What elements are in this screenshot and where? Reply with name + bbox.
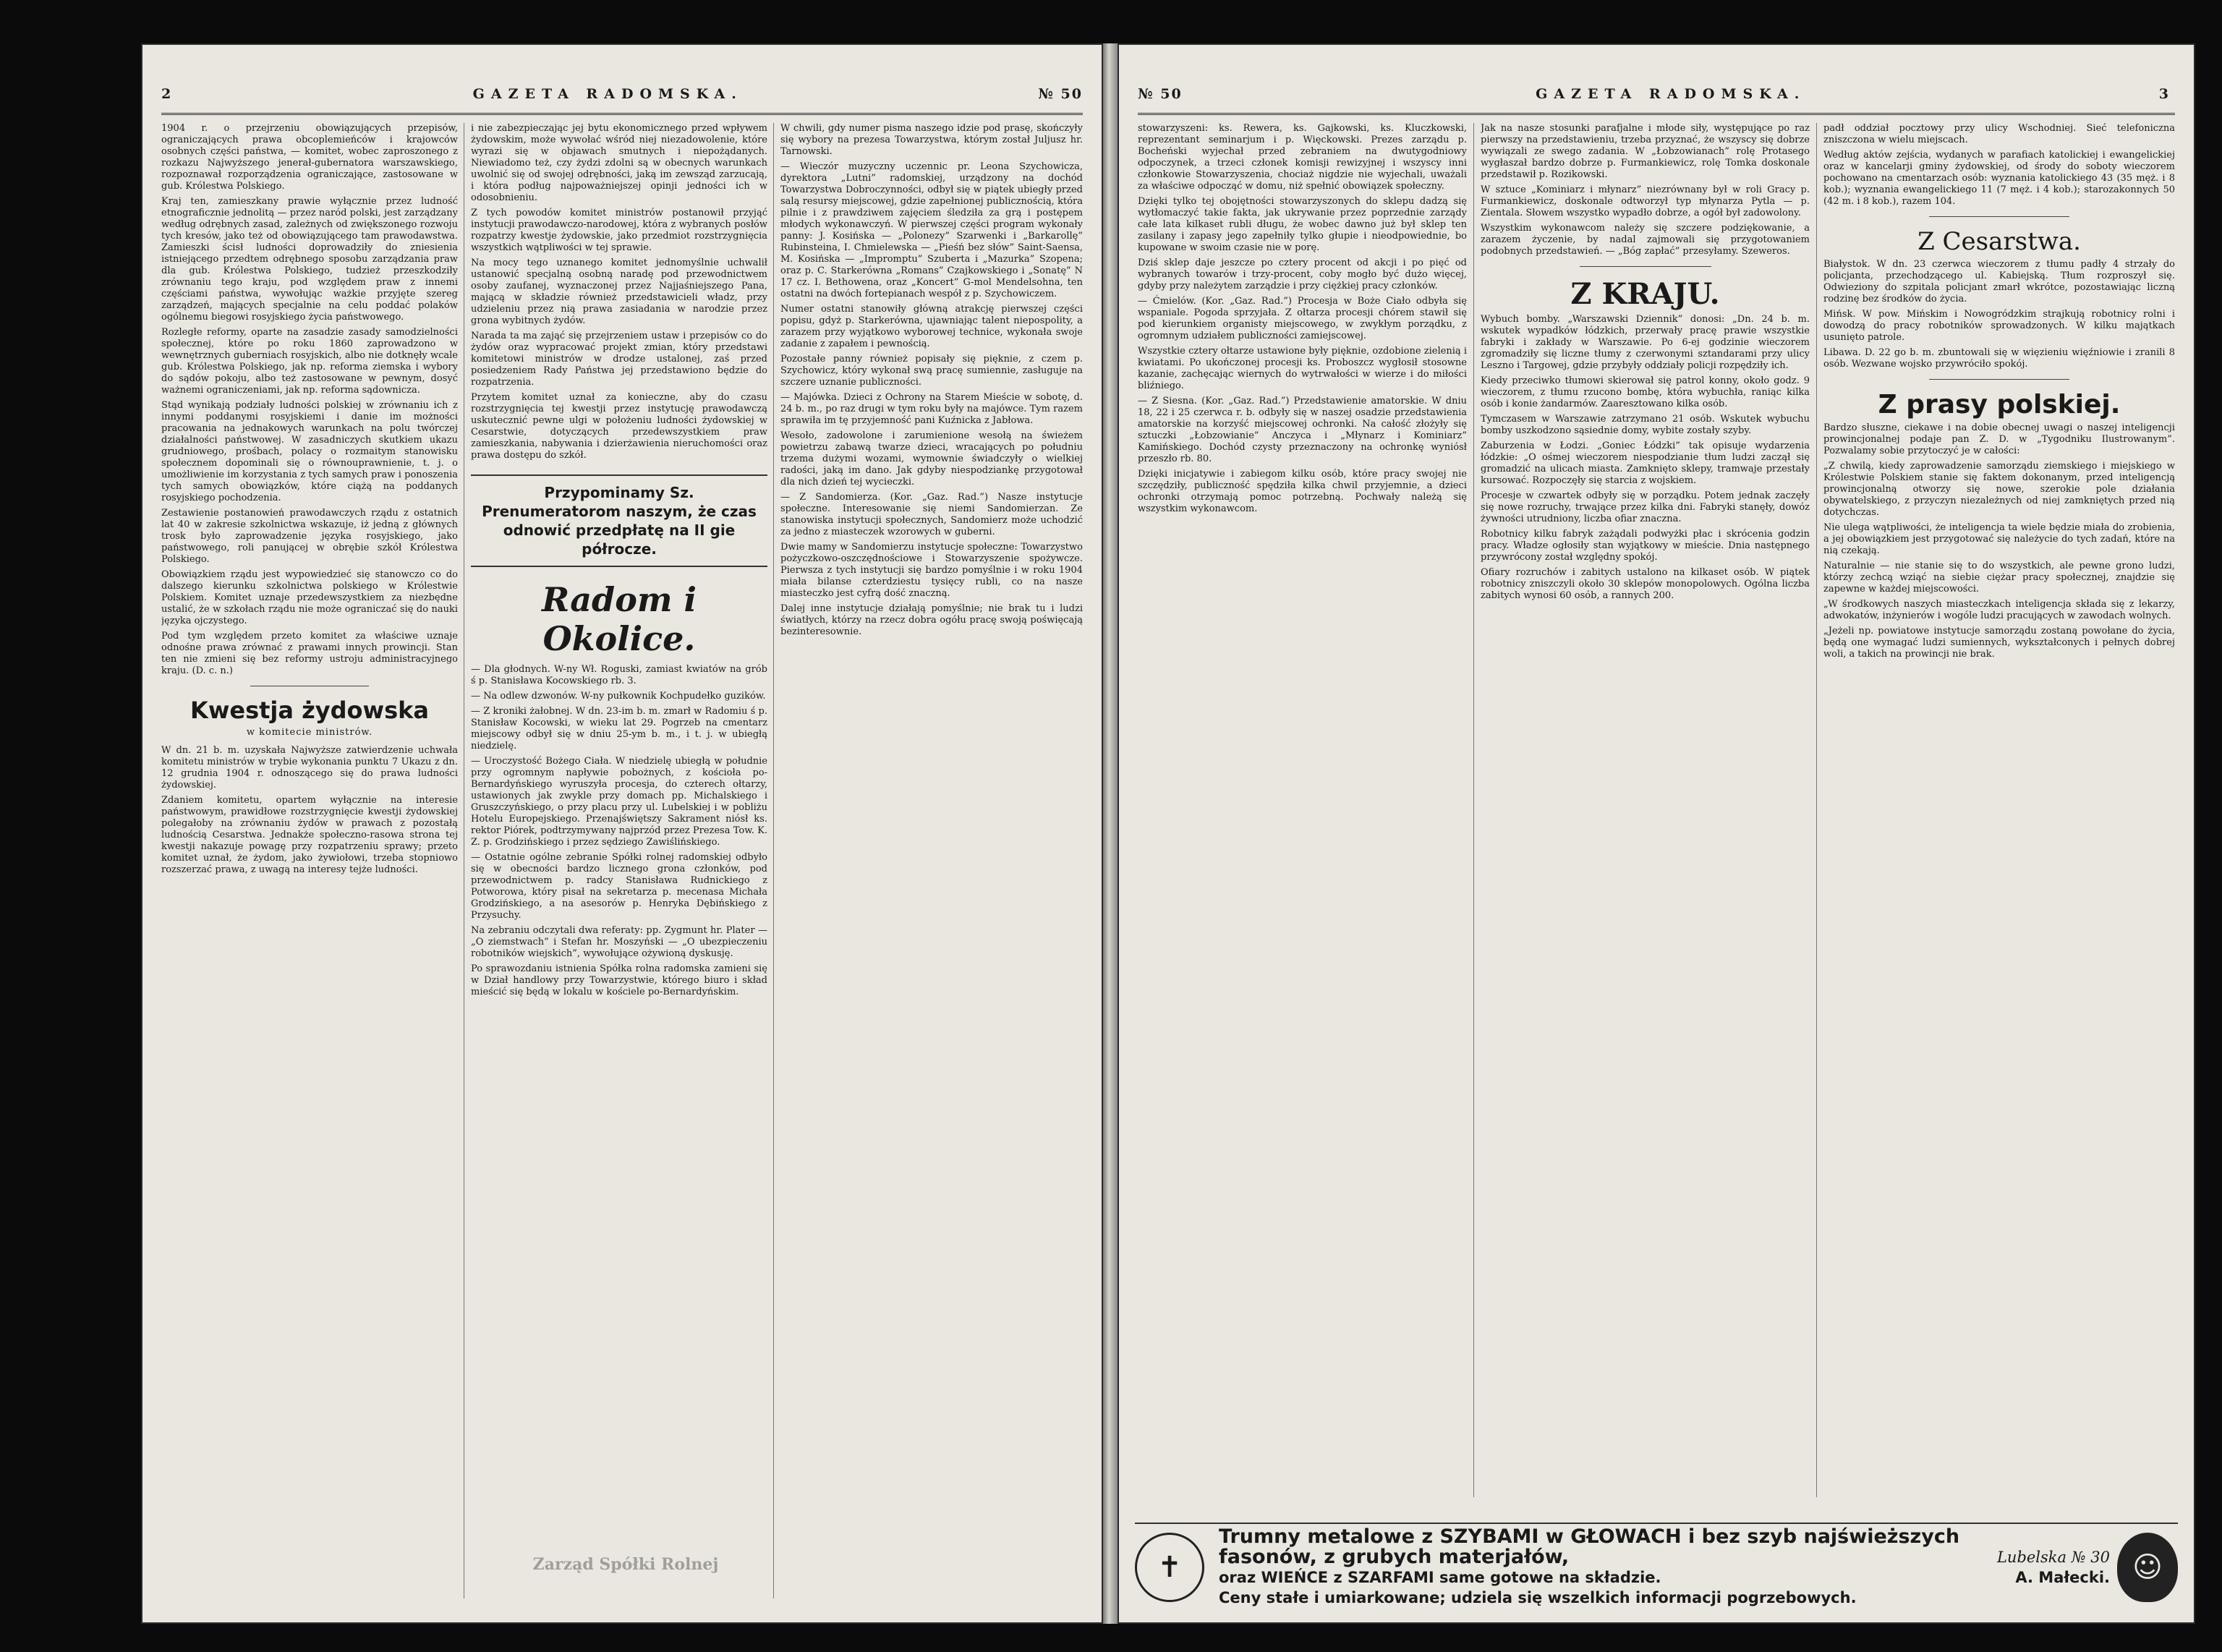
left-column-2 [471,123,767,1606]
news-item: — Z kroniki żałobnej. W dn. 23-im b. m. zmarł w Radomiu ś p. Stanisław Kocowski, w wieku lat 29. Pogrzeb na cmentarz miejscowy odbył się w dniu 25-ym b. m., i t. j. w ubiegłą niedzielę. [471,706,767,752]
news-item: Procesje w czwartek odbyły się w porządku. Potem jednak zaczęły się nowe rozruchy, trwające przez kilka dni. Fabryki stanęły, dowóz żywności utrudniony, liczba ofiar znaczna. [1481,490,1810,524]
news-item: Wszystkie cztery ołtarze ustawione były pięknie, ozdobione zielenią i kwiatami. Po ukończonej procesji ks. Proboszcz wygłosił stosowne kazanie, zachęcając wiernych do wytrwałości w wierze i do miłości bliźniego. [1138,346,1467,391]
right-page [1118,43,2195,1624]
news-item: Robotnicy kilku fabryk zażądali podwyżki płac i skrócenia godzin pracy. Władze ogłosiły stan wyjątkowy w mieście. Dnia następnego przywrócony został względny spokój. [1481,529,1810,563]
article-paragraph: Kraj ten, zamieszkany prawie wyłącznie przez ludność etnograficznie jednolitą — przez naród polski, jest zarządzany według odrębnych zasad, zależnych od zwiększonego rozwoju tych kresów, jako też od obowiązującego tam prawodawstwa. Zamieszki ścisł ludności doprowadziły do zniesienia istniejącego przedtem odrębnego sposobu zarządzania praw dla gub. Królestwa Polskiego, tudzież przeszkodziły zrównaniu tego kraju, pod względem praw z innemi częściami państwa, wywołując ważkie przyjęte szereg zarządzeń, mających specjalnie na celu poddać polaków ogólnemu biegowi rosyjskiego życia państwowego. [161,196,458,323]
news-item: — Na odlew dzwonów. W-ny pułkownik Kochpudełko guzików. [471,691,766,702]
funeral-advertisement [1135,1523,2178,1611]
prasy-headline: Z prasy polskiej. [1878,390,2121,420]
book-gutter [1103,43,1118,1624]
advert-line-3: Ceny stałe i umiarkowane; udziela się wszelkich informacji pogrzebowych. [1219,1589,1857,1606]
news-item: Dwie mamy w Sandomierzu instytucje społeczne: Towarzystwo pożyczkowo-oszczędnościowe i Stowarzyszenie spożywcze. Pierwsza z tych instytucji się bardzo pomyślnie i w roku 1904 miała bilanse czterdziestu tysięcy rubli, co na nasze miasteczko jest cyfrą dość znaczną. [780,542,1083,599]
news-item: Tymczasem w Warszawie zatrzymano 21 osób. Wskutek wybuchu bomby uszkodzono sąsiednie domy, wybite zostały szyby. [1481,414,1810,436]
news-item: Według aktów zejścia, wydanych w parafiach katolickiej i ewangelickiej oraz w kancelarji gminy żydowskiej, od środy do soboty wieczorem pochowano na cmentarzach osób: wyznania katolickiego 43 (35 męż. i 8 kob.); wyznania ewangelickiego 11 (7 męż. i 4 kob.); starozakonnych 50 (42 m. i 8 kob.), razem 104. [1823,150,2175,207]
left-column-3 [780,123,1083,1606]
news-item: stowarzyszeni: ks. Rewera, ks. Gajkowski, ks. Kluczkowski, reprezentant seminarjum i p. Więckowski. Prezes zarządu p. Bocheński wyjechał przed zebraniem na dwutygodniowy odpoczynek, a trzeci członek komisji rewizyjnej i wszyscy inni członkowie Stowarzyszenia, chociaż nigdzie nie wyjechali, uważali za właściwe odpocząć w domu, niż spełnić obowiązek społeczny. [1138,123,1467,192]
portrait-icon: ☺ [2117,1533,2178,1602]
kraj-headline: Z KRAJU. [1570,277,1720,311]
article-paragraph: Obowiązkiem rządu jest wypowiedzieć się stanowczo co do dalszego kierunku szkolnictwa polskiego w Królestwie Polskiem. Komitet uznaje przedewszystkiem za niezbędne ustalić, że w szkołach rządu nie może ograniczać się do nauki języka ojczystego. [161,569,458,626]
article-paragraph: W dn. 21 b. m. uzyskała Najwyższe zatwierdzenie uchwała komitetu ministrów w trybie wykonania punktu 7 Ukazu z dn. 12 grudnia 1904 r. odnoszącego się do prawa ludności żydowskiej. [161,745,458,791]
news-item: — Uroczystość Bożego Ciała. W niedzielę ubiegłą w południe przy ogromnym napływie pobożnych, z kościoła po-Bernardyńskiego wyruszyła procesja, do czterech ołtarzy, ustawionych jak zwykle przy domach pp. Michalskiego i Gruszczyńskiego, o przy placu przy ul. Lubelskiej i w pobliżu Hotelu Europejskiego. Przenajświętszy Sakrament niósł ks. rektor Piórek, podtrzymywany najprzód przez Prezesa Tow. K. Z. p. Grodzińskiego i przez sędziego Zawiślińskiego. [471,756,767,848]
news-item: — Z Siesna. (Kor. „Gaz. Rad.”) Przedstawienie amatorskie. W dniu 18, 22 i 25 czerwca r. b. odbyły się w naszej osadzie przedstawienia amatorskie na korzyść miejscowej ochronki. Na całość złożyły się sztuczki „Łobzowianie” Anczyca i „Młynarz i Kominiarz” Kamińskiego. Dochód czysty przeznaczony na ochronkę wyniósł przeszło rb. 80. [1138,396,1467,464]
right-page-header [1138,80,2175,108]
news-item: Ofiary rozruchów i zabitych ustalono na kilkaset osób. W piątek robotnicy zniszczyli około 30 sklepów monopolowych. Ogólna liczba zabitych wynosi 60 osób, a rannych 200. [1481,567,1810,601]
cross-emblem-icon: ✝ [1135,1533,1204,1602]
news-item: Na zebraniu odczytali dwa referaty: pp. Zygmunt hr. Plater — „O ziemstwach” i Stefan hr. Moszyński — „O ubezpieczeniu robotników wiejskich”, wywołujące ożywioną dyskusję. [471,925,767,959]
separator [1929,216,2069,217]
news-item: „W środkowych naszych miasteczkach inteligencja składa się z lekarzy, adwokatów, inżynierów i wogóle ludzi pracujących w zawodach wolnych. [1823,599,2175,621]
article-paragraph: Zdaniem komitetu, opartem wyłącznie na interesie państwowym, prawidłowe rozstrzygnięcie kwestji żydowskiej polegałoby na zrównaniu żydów w prawach z pozostałą ludnością Cesarstwa. Jednakże społeczno-rasowa strona tej kwestji nakazuje powagę przy rozpatrzeniu sprawy; przeto komitet uznał, że żydom, jako żywiołowi, trzeba stopniowo rozszerzać prawa, z uwagą na interesy tejże ludności. [161,795,458,875]
news-item: — Ćmielów. (Kor. „Gaz. Rad.”) Procesja w Boże Ciało odbyła się wspaniale. Pogoda sprzyjała. Z ołtarza procesji chórem stawił się pod kierunkiem organisty miejscowego, w zwykłym porządku, z ogromnym udziałem publiczności zamiejscowej. [1138,296,1467,341]
news-item: Bardzo słuszne, ciekawe i na dobie obecnej uwagi o naszej inteligencji prowincjonalnej podaje pan Z. D. w „Tygodniku Ilustrowanym”. Pozwalamy sobie przytoczyć je w całości: [1823,422,2175,456]
news-item: Pozostałe panny również popisały się pięknie, z czem p. Szychowicz, który wykonał swą pracę sumiennie, zasługuje na szczere uznanie publiczności. [780,354,1083,388]
news-item: Dzięki tylko tej obojętności stowarzyszonych do sklepu dadzą się wytłomaczyć takie fakta, jak ukrywanie przez poprzednie zarządy całe lata kilkaset rubli długu, że wobec dawno już był sklep ten zasilany i zapasy jego zapełniły tylko głupie i nieodpowiednie, bo kupowane w swoim czasie nie w porę. [1138,196,1467,253]
news-item: Dalej inne instytucje działają pomyślnie; nie brak tu i ludzi światłych, którzy na rzecz dobra ogółu pracę swoją poświęcają bezinteresownie. [780,603,1083,637]
right-column-1 [1138,123,1467,1501]
news-item: — Dla głodnych. W-ny Wł. Roguski, zamiast kwiatów na grób ś p. Stanisława Kocowskiego rb. 3. [471,664,767,686]
advert-signature-block [1997,1547,2117,1588]
advert-line-1: Trumny metalowe z SZYBAMI w GŁOWACH i bez szyb najświeższych fasonów, z grubych materjałów, [1219,1525,1960,1568]
issue-number: № 50 [1138,86,1183,102]
article-paragraph: 1904 r. o przejrzeniu obowiązujących przepisów, ograniczających prawa obcoplemieńców i krajowców osobnych części państwa, — komitet, wobec zaproszonego z rozkazu Najwyższego jenerał-gubernatora warszawskiego, rozpoznawał rozporządzenia ograniczające, zastosowane w gub. Królestwa Polskiego. [161,123,458,192]
issue-number: № 50 [1038,86,1083,102]
article-paragraph: Na mocy tego uznanego komitet jednomyślnie uchwalił ustanowić specjalną osobną naradę pod przewodnictwem osoby zaufanej, wyznaczonej przez Najjaśniejszego Pana, mającą w składzie również przedstawicieli władz, przy udzieleniu przez nią prawa zasiadania w narodzie przez grona wybitnych żydów. [471,257,767,326]
article-paragraph: Przytem komitet uznał za konieczne, aby do czasu rozstrzygnięcia tej kwestji przez instytucję prawodawczą uskutecznić pewne ulgi w położeniu ludności żydowskiej w Cesarstwie, dotyczących przedewszystkiem praw zamieszkania, nabywania i dzierżawienia nieruchomości oraz prawa dostępu do szkół. [471,392,767,461]
news-item: Libawa. D. 22 go b. m. zbuntowali się w więzieniu więźniowie i zranili 8 osób. Wezwane wojsko przywróciło spokój. [1823,347,2175,370]
masthead: GAZETA RADOMSKA. [1536,86,1806,102]
separator [1929,379,2069,380]
advert-body [1204,1527,1997,1608]
right-column-2 [1481,123,1810,1501]
news-item: Po sprawozdaniu istnienia Spółka rolna radomska zamieni się w Dział handlowy przy Towarzystwie, którego biuro i skład mieścić się będą w lokalu w kościele po-Bernardyńskim. [471,963,767,997]
news-item: W sztuce „Kominiarz i młynarz” niezrównany był w roli Gracy p. Furmankiewicz, doskonale odtworzył typ młynarza Pytla — p. Zientala. Słowem wszystko wypadło dobrze, a ogół był zadowolony. [1481,184,1810,218]
news-item: — Wieczór muzyczny uczennic pr. Leona Szychowicza, dyrektora „Lutni” radomskiej, urządzony na dochód Towarzystwa Dobroczynności, odbył się w piątek ubiegły przed salą resursy miejscowej, gdzie zapełnionej publicznością, która pilnie i z prawdziwem zajęciem śledziła za grą i postępem młodych wykonawczyń. W pierwszej części program wykonały panny: J. Kosińska — „Polonezy” Szarwenki i „Barkarollę” Rubinsteina, I. Chmielewska — „Pieśń bez słów” Saint-Saensa, M. Kosińska — „Impromptu” Szuberta i „Mazurka” Szopena; oraz p. C. Starkerówna „Romans” Czajkowskiego i „Sonatę” N 17 cz. I. Bethowena, oraz „Koncert” G-mol Mendelsohna, ten ostatni na dwóch fortepianach wespół z p. Szychowiczem. [780,161,1083,299]
news-item: Mińsk. W pow. Mińskim i Nowogródzkim strajkują robotnicy rolni i dowodzą do pracy robotników sprowadzonych. W kilku majątkach usunięto patrole. [1823,309,2175,343]
masthead: GAZETA RADOMSKA. [472,86,743,102]
news-item: Zaburzenia w Łodzi. „Goniec Łódzki” tak opisuje wydarzenia łódzkie: „O ośmej wieczorem niespodzianie tłum ludzi zaczął się gromadzić na ulicach miasta. Zamknięto sklepy, tramwaje przestały kursować. Rozpoczęły się starcia z wojskiem. [1481,440,1810,486]
advert-address: Lubelska № 30 [1996,1549,2110,1566]
kwestja-headline: Kwestja żydowska [190,697,429,724]
article-paragraph: Stąd wynikają podziały ludności polskiej w zrównaniu ich z innymi poddanymi rosyjskiemi i danie im możności pracowania na jednakowych warunkach na polu twórczej działalności państwowej. W zasadniczych skutkiem ukazu grudniowego, prośbach, polacy o rozmaitym stanowisku społecznem dopominali się o równouprawnienie, t. j. o umożliwienie im korzystania z tych samych praw i ponoszenia tych samych obowiązków, które ciążą na poddanych rosyjskiego pochodzenia. [161,400,458,503]
news-item: — Ostatnie ogólne zebranie Spółki rolnej radomskiej odbyło się w obecności bardzo licznego grona członków, pod przewodnictwem p. radcy Stanisława Rudnickiego z Potworowa, który pisał na sekretarza p. mecenasa Michała Grodzińskiego, a na asesorów p. Henryka Dębińskiego z Przysuchy. [471,852,767,921]
column-divider [773,123,774,1598]
news-item: Jak na nasze stosunki parafjalne i młode siły, występujące po raz pierwszy na przedstawieniu, trzeba przyznać, że wszyscy się dobrze wywiązali ze swego zadania. W „Łobzowianach” rolę Protasego wygłaszał bardzo dobrze p. Furmankiewicz, rolę Tomka doskonale przedstawił p. Rozikowski. [1481,123,1810,180]
article-paragraph: Pod tym względem przeto komitet za właściwe uznaje odnośne prawa zrównać z prawami innych prowincji. Stan ten nie zmieni się bez reformy ustroju administracyjnego kraju. (D. c. n.) [161,631,458,676]
faded-bleed-through: Zarząd Spółki Rolnej [532,1555,719,1574]
news-item: Wybuch bomby. „Warszawski Dziennik” donosi: „Dn. 24 b. m. wskutek wypadków łódzkich, przerwały pracę prawie wszystkie fabryki i zakłady w Warszawie. Po 6-ej godzinie wieczorem zgromadziły się liczne tłumy z czerwonymi sztandarami przy ulicy Leszno i Targowej, gdzie przybyły oddziały policji rozpędziły ich. [1481,314,1810,371]
news-item: — Majówka. Dzieci z Ochrony na Starem Mieście w sobotę, d. 24 b. m., po raz drugi w tym roku były na majówce. Tym razem sprawiła im tę przyjemność pani Kuźnicka z Jabłowa. [780,392,1083,426]
article-paragraph: i nie zabezpieczając jej bytu ekonomicznego przed wpływem żydowskim, może wywołać wśród niej niezadowolenie, które wyrazi się w objawach smutnych i niepożądanych. Niewiadomo też, czy żydzi zdolni są w obecnych warunkach uwolnić się od swojej odrębności, jaką im zewsząd zarzucają, i która podług najpoważniejszej opinji jedności ich w odosobnieniu. [471,123,767,203]
cesarstwa-headline: Z Cesarstwa. [1917,227,2081,256]
news-item: Naturalnie — nie stanie się to do wszystkich, ale pewne grono ludzi, którzy zechcą wziąć na siebie ciężar pracy społecznej, znajdzie się zapewne w każdej miejscowości. [1823,561,2175,595]
column-divider [1816,123,1817,1497]
article-paragraph: Narada ta ma zająć się przejrzeniem ustaw i przepisów co do żydów oraz wypracować projekt zmian, który przedstawi komitetowi ministrów w drodze ustalonej, zaś przed posiedzeniem Rady Państwa jej przedstawiono będzie do rozpatrzenia. [471,331,767,388]
news-item: „Jeżeli np. powiatowe instytucje samorządu zostaną powołane do życia, będą one wymagać ludzi sumiennych, wykształconych i pełnych dobrej woli, a takich na prowincji nie brak. [1823,626,2175,660]
news-item: Nie ulega wątpliwości, że inteligencja ta wiele będzie miała do zrobienia, a jej obowiązkiem jest przygotować się należycie do tych zadań, które na nią czekają. [1823,522,2175,556]
column-divider [1473,123,1474,1497]
news-item: Numer ostatni stanowiły główną atrakcję pierwszej części popisu, gdyż p. Starkerówna, ujawniając talent niepospolity, a zarazem przy wyjątkowo wyborowej technice, wykonała swoje zadanie z zapałem i pewnością. [780,304,1083,349]
left-column-1 [161,123,458,1606]
news-item: Białystok. W dn. 23 czerwca wieczorem z tłumu padły 4 strzały do policjanta, przechodzącego ul. Kabiejską. Tłum rozproszył się. Odwieziony do szpitala policjant zmarł wkrótce, pozostawiając liczną rodzinę bez środków do życia. [1823,259,2175,305]
advert-line-2: oraz WIEŃCE z SZARFAMI same gotowe na składzie. [1219,1569,1661,1586]
page-number: 2 [161,86,178,102]
news-item: „Z chwilą, kiedy zaprowadzenie samorządu ziemskiego i miejskiego w Królestwie Polskiem stanie się faktem dokonanym, przed inteligencją prowincjonalną otworzy się nowe, szerokie pole działania obywatelskiego, z przyczyn niezależnych od niej zamkniętych przed nią dotychczas. [1823,461,2175,518]
header-rule [161,113,1083,115]
separator [1580,266,1711,267]
news-item: W chwili, gdy numer pisma naszego idzie pod prasę, skończyły się wybory na prezesa Towarzystwa, którym został Juljusz hr. Tarnowski. [780,123,1083,157]
article-paragraph: Zestawienie postanowień prawodawczych rządu z ostatnich lat 40 w zakresie szkolnictwa wskazuje, iż jedną z głównych trosk było zaprowadzenie języka rosyjskiego, jako państwowego, roli panującej w obrębie szkół Królestwa Polskiego. [161,508,458,565]
news-item: padł oddział pocztowy przy ulicy Wschodniej. Sieć telefoniczna zniszczona w wielu miejscach. [1823,123,2175,145]
radom-headline: Radom i Okolice. [541,580,697,658]
left-page [141,43,1103,1624]
kwestja-subhead: w komitecie ministrów. [246,727,373,738]
news-item: Wszystkim wykonawcom należy się szczere podziękowanie, a zarazem życzenie, by nadal zajmowali się przygotowaniem podobnych przedstawień. — „Bóg zapłać” przesyłamy. Szeweros. [1481,223,1810,257]
article-paragraph: Rozległe reformy, oparte na zasadzie zasady samodzielności społecznej, które po roku 1860 zaprowadzono w wewnętrznych guberniach rosyjskich, albo nie dotknęły wcale gub. Królestwa Polskiego, jak np. reforma ziemska i wybory do sądów pokoju, albo też zastosowane w pewnym, dosyć ważnemi ograniczeniami, jak np. reforma sądownicza. [161,327,458,396]
article-paragraph: Z tych powodów komitet ministrów postanowił przyjąć instytucji prawodawczo-narodowej, która z wybranych posłów rozpatrzy kwestje żydowskie, jako przedmiot rozstrzygnięcia wszystkich wątpliwości w tej sprawie. [471,208,767,253]
page-number: 3 [2158,86,2175,102]
left-page-header [161,80,1083,108]
header-rule [1138,113,2175,115]
news-item: — Z Sandomierza. (Kor. „Gaz. Rad.”) Nasze instytucje społeczne. Interesowanie się niemi Sandomierzan. Ze stanowiska instytucji społecznych, Sandomierz może uchodzić za jedno z miasteczek wzorowych w guberni. [780,492,1083,537]
news-item: Wesoło, zadowolone i zarumienione wesołą na świeżem powietrzu zabawą twarze dzieci, wracających po południu trzema dużymi wozami, wymownie świadczyły o wielkiej radości, jaką im dano. Jak gdyby niespodziankę przygotował dla nich dzień tej wycieczki. [780,430,1083,487]
advert-signature: A. Małecki. [2015,1569,2110,1586]
news-item: Dzięki inicjatywie i zabiegom kilku osób, które pracy swojej nie szczędziły, publiczność spędziła kilka chwil przyjemnie, a dzieci ochronki otrzymają pomoc potrzebną. Pochwały należą się wszystkim wykonawcom. [1138,469,1467,514]
right-column-3 [1823,123,2175,1501]
news-item: Kiedy przeciwko tłumowi skierował się patrol konny, około godz. 9 wieczorem, z tłumu rzucono bombę, która wybuchła, raniąc kilka osób i konie żandarmów. Zaaresztowano kilka osób. [1481,375,1810,409]
news-item: Dziś sklep daje jeszcze po cztery procent od akcji i po pięć od wybranych towarów i trzy-procent, coby mogło być dużo więcej, gdyby przy należytem zarządzie i przy ciężkiej pracy członków. [1138,257,1467,291]
subscription-notice: Przypominamy Sz. Prenumeratorom naszym, że czas odnowić przedpłatę na II gie półrocze. [471,474,767,567]
